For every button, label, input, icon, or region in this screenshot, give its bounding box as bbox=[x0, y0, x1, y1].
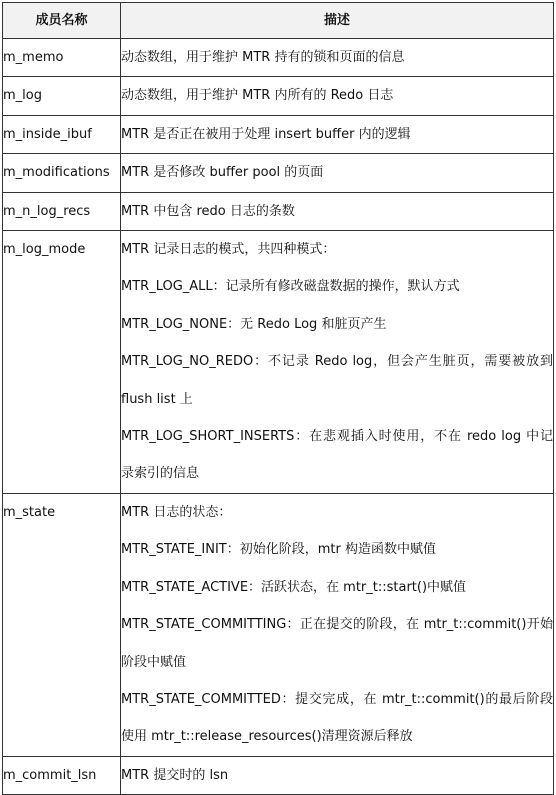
member-name: m_state bbox=[3, 504, 56, 520]
member-table bbox=[2, 2, 554, 795]
member-name: m_modifications bbox=[3, 165, 110, 181]
description-line: MTR_LOG_NONE：无 Redo Log 和脏页产生 bbox=[121, 316, 387, 332]
table-body bbox=[3, 39, 554, 795]
description-line: flush list 上 bbox=[121, 391, 193, 407]
table-row bbox=[3, 115, 554, 153]
description-cell bbox=[121, 77, 554, 115]
description-line: MTR_LOG_NO_REDO：不记录 Redo log，但会产生脏页，需要被放到 bbox=[121, 354, 553, 370]
description-cell bbox=[121, 192, 554, 230]
header-member-name: 成员名称 bbox=[3, 3, 121, 39]
member-name: m_memo bbox=[3, 50, 64, 65]
description-line: MTR 是否正在被用于处理 insert buffer 内的逻辑 bbox=[121, 126, 411, 142]
description-line: MTR 记录日志的模式，共四种模式： bbox=[121, 242, 336, 258]
table-row bbox=[3, 154, 554, 192]
description-line: 动态数组，用于维护 MTR 持有的锁和页面的信息 bbox=[121, 50, 405, 65]
member-name: m_log bbox=[3, 88, 42, 104]
table-row bbox=[3, 192, 554, 230]
member-name-cell bbox=[3, 77, 121, 115]
table-row bbox=[3, 77, 554, 115]
description-line: MTR_LOG_ALL：记录所有修改磁盘数据的操作，默认方式 bbox=[121, 279, 460, 295]
header-description: 描述 bbox=[121, 3, 554, 39]
table-header-row bbox=[3, 3, 554, 39]
description-line: 动态数组，用于维护 MTR 内所有的 Redo 日志 bbox=[121, 88, 394, 104]
member-name-cell bbox=[3, 756, 121, 794]
member-name-cell bbox=[3, 231, 121, 494]
description-line: MTR 日志的状态： bbox=[121, 504, 232, 520]
table-row bbox=[3, 756, 554, 794]
member-name-cell bbox=[3, 115, 121, 153]
member-name-cell bbox=[3, 493, 121, 756]
member-name: m_n_log_recs bbox=[3, 203, 91, 219]
description-line: MTR_STATE_COMMITTED：提交完成，在 mtr_t::commit()的最后阶段 bbox=[121, 691, 553, 707]
member-name-cell bbox=[3, 192, 121, 230]
member-name: m_log_mode bbox=[3, 242, 86, 258]
description-line: MTR 提交时的 lsn bbox=[121, 767, 229, 783]
description-line: MTR 中包含 redo 日志的条数 bbox=[121, 203, 295, 219]
description-line: MTR_LOG_SHORT_INSERTS：在悲观插入时使用，不在 redo log 中记 bbox=[121, 429, 553, 445]
member-name-cell bbox=[3, 154, 121, 192]
table-row bbox=[3, 493, 554, 756]
description-cell bbox=[121, 154, 554, 192]
member-name-cell bbox=[3, 39, 121, 77]
description-line: MTR 是否修改 buffer pool 的页面 bbox=[121, 165, 324, 181]
description-line: 录索引的信息 bbox=[121, 466, 200, 482]
description-line: 使用 mtr_t::release_resources()清理资源后释放 bbox=[121, 729, 413, 745]
description-line: MTR_STATE_ACTIVE：活跃状态，在 mtr_t::start()中赋值 bbox=[121, 579, 467, 595]
table-row bbox=[3, 39, 554, 77]
description-line: MTR_STATE_INIT：初始化阶段，mtr 构造函数中赋值 bbox=[121, 542, 436, 558]
table-row bbox=[3, 231, 554, 494]
member-name: m_commit_lsn bbox=[3, 767, 97, 783]
description-cell bbox=[121, 39, 554, 77]
description-cell bbox=[121, 231, 554, 494]
description-line: 阶段中赋值 bbox=[121, 654, 187, 670]
description-cell bbox=[121, 756, 554, 794]
description-line: MTR_STATE_COMMITTING：正在提交的阶段，在 mtr_t::commit()开始 bbox=[121, 617, 553, 633]
description-cell bbox=[121, 115, 554, 153]
member-name: m_inside_ibuf bbox=[3, 126, 92, 142]
description-cell bbox=[121, 493, 554, 756]
